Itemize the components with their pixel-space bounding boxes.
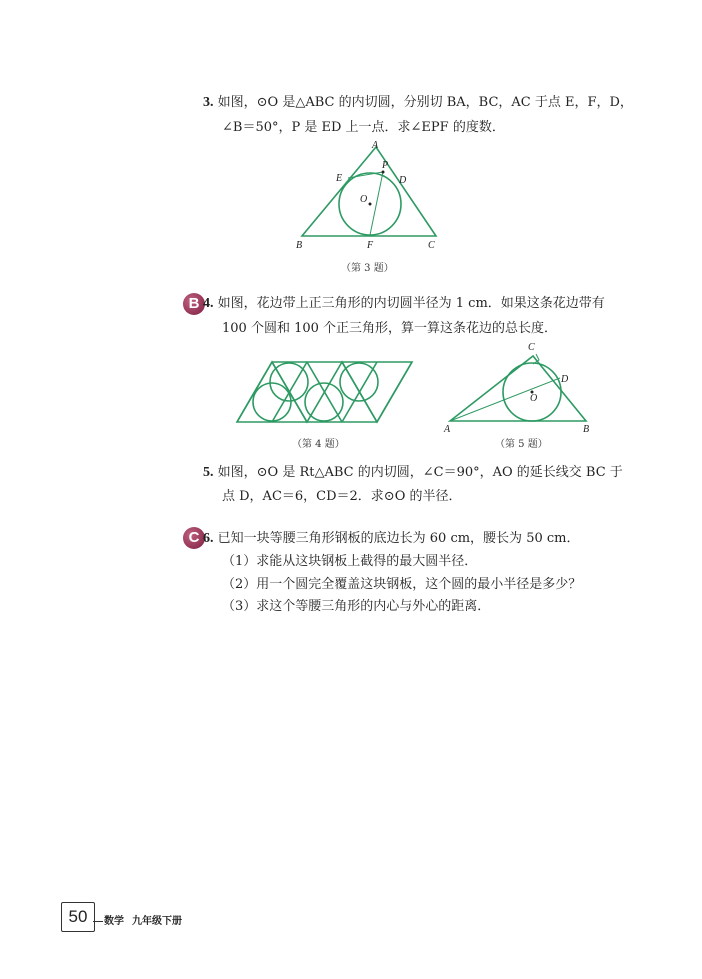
caption-problem-3: （第 3 题） <box>341 263 394 274</box>
problem-4-number: 4. <box>203 296 214 311</box>
problem-6-sub-3: （3）求这个等腰三角形的内心与外心的距离． <box>222 599 491 614</box>
caption-problem-4: （第 4 题） <box>292 439 345 450</box>
problem-3-line-1 <box>203 94 633 112</box>
label-p: P <box>382 160 389 171</box>
problem-6-text-1: 已知一块等腰三角形钢板的底边长为 60 cm，腰长为 50 cm． <box>217 531 580 546</box>
problem-3-text-1: 如图，⊙O 是△ABC 的内切圆，分别切 BA，BC，AC 于点 E，F，D， <box>217 95 633 110</box>
caption-problem-5: （第 5 题） <box>495 439 548 450</box>
footer-grade: 九年级下册 <box>132 916 182 927</box>
problem-5-figure <box>440 340 600 435</box>
problem-6-sub-2: （2）用一个圆完全覆盖这块钢板，这个圆的最小半径是多少？ <box>222 577 582 592</box>
problem-6-sub-1: （1）求能从这块钢板上截得的最大圆半径． <box>222 554 478 569</box>
problem-4-text-2: 100 个圆和 100 个正三角形，算一算这条花边的总长度． <box>222 321 558 336</box>
label-d-5: D <box>561 374 569 385</box>
problem-4-figure <box>230 358 420 428</box>
label-d: D <box>399 175 407 186</box>
label-a-5: A <box>444 424 451 435</box>
problem-3-figure <box>290 138 440 253</box>
problem-5-text-1: 如图，⊙O 是 Rt△ABC 的内切圆，∠C＝90°，AO 的延长线交 BC 于 <box>217 465 623 480</box>
circle-4 <box>305 383 343 421</box>
problem-3-number: 3. <box>203 95 214 110</box>
problem-4-text-1: 如图，花边带上正三角形的内切圆半径为 1 cm．如果这条花边带有 <box>217 296 605 311</box>
label-c-5: C <box>528 342 535 353</box>
label-f: F <box>367 240 374 251</box>
problem-5-number: 5. <box>203 465 214 480</box>
label-o-5: O <box>530 393 538 404</box>
center-o-dot <box>369 203 372 206</box>
label-a: A <box>372 140 379 151</box>
footer-subject: 数学 <box>104 916 124 927</box>
footer-divider <box>93 921 103 922</box>
problem-5-line-1 <box>203 464 623 482</box>
page-number: 50 <box>61 902 95 932</box>
label-b: B <box>296 240 303 251</box>
label-b-5: B <box>583 424 590 435</box>
problem-6-line-1 <box>203 530 579 548</box>
problem-6-number: 6. <box>203 531 214 546</box>
label-e: E <box>336 173 343 184</box>
label-c: C <box>428 240 435 251</box>
segment-ad <box>450 378 560 421</box>
label-o: O <box>360 194 368 205</box>
level-badge-b: B <box>183 293 205 315</box>
segment-pf <box>370 172 383 235</box>
problem-3-text-2: ∠B＝50°，P 是 ED 上一点．求∠EPF 的度数． <box>222 120 505 135</box>
zigzag-upper-right <box>342 362 412 422</box>
problem-4-line-1 <box>203 295 605 313</box>
triangle-abc <box>302 147 436 236</box>
circle-3 <box>340 363 378 401</box>
level-badge-c: C <box>183 527 205 549</box>
problem-5-text-2: 点 D，AC＝6，CD＝2．求⊙O 的半径． <box>222 489 462 504</box>
